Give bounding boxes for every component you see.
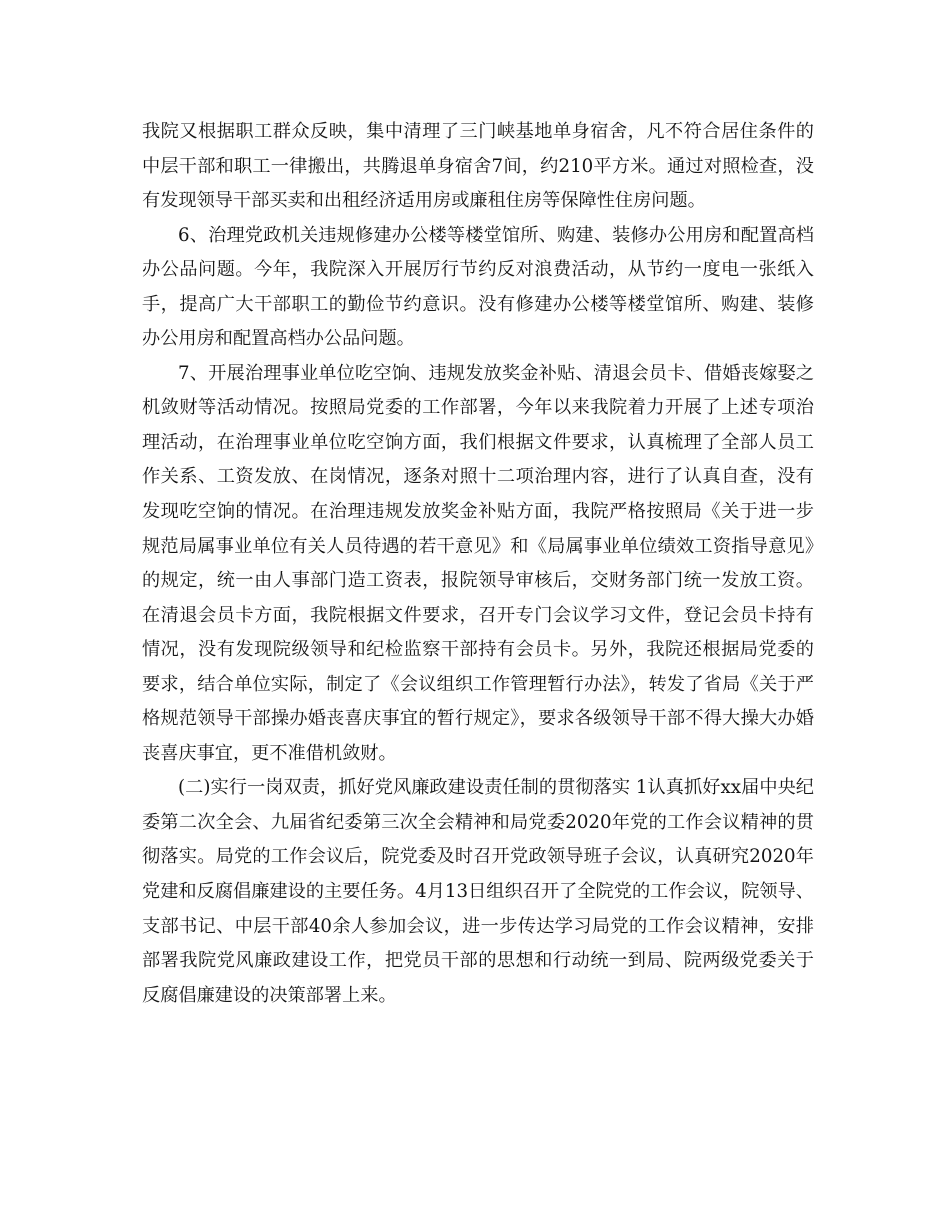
paragraph-item-7-special-governance: 7、开展治理事业单位吃空饷、违规发放奖金补贴、清退会员卡、借婚丧嫁娶之机敛财等活动情况。按照局党委的工作部署，今年以来我院着力开展了上述专项治理活动，在治理事业单位吃空饷方面，我们根据文件要求，认真梳理了全部人员工作关系、工资发放、在岗情况，逐条对照十二项治理内容，进行了认真自查，没有发现吃空饷的情况。在治理违规发放奖金补贴方面，我院严格按照局《关于进一步规范局属事业单位有关人员待遇的若干意见》和《局属事业单位绩效工资指导意见》的规定，统一由人事部门造工资表，报院领导审核后，交财务部门统一发放工资。在清退会员卡方面，我院根据文件要求，召开专门会议学习文件，登记会员卡持有情况，没有发现院级领导和纪检监察干部持有会员卡。另外，我院还根据局党委的要求，结合单位实际，制定了《会议组织工作管理暂行办法》，转发了省局《关于严格规范领导干部操办婚丧喜庆事宜的暂行规定》，要求各级领导干部不得大操大办婚丧喜庆事宜，更不准借机敛财。	[142, 362, 814, 764]
document-body	[142, 115, 814, 1013]
paragraph-housing-cleanup: 我院又根据职工群众反映，集中清理了三门峡基地单身宿舍，凡不符合居住条件的中层干部和职工一律搬出，共腾退单身宿舍7间，约210平方米。通过对照检查，没有发现领导干部买卖和出租经济适用房或廉租住房等保障性住房问题。	[142, 121, 814, 212]
paragraph-item-6-office-buildings: 6、治理党政机关违规修建办公楼等楼堂馆所、购建、装修办公用房和配置高档办公品问题。今年，我院深入开展厉行节约反对浪费活动，从节约一度电一张纸入手，提高广大干部职工的勤俭节约意识。没有修建办公楼等楼堂馆所、购建、装修办公用房和配置高档办公品问题。	[142, 224, 814, 350]
paragraph-section-2-responsibility: (二)实行一岗双责，抓好党风廉政建设责任制的贯彻落实 1认真抓好xx届中央纪委第二次全会、九届省纪委第三次全会精神和局党委2020年党的工作会议精神的贯彻落实。局党的工作会议后，院党委及时召开党政领导班子会议，认真研究2020年党建和反腐倡廉建设的主要任务。4月13日组织召开了全院党的工作会议，院领导、支部书记、中层干部40余人参加会议，进一步传达学习局党的工作会议精神，安排部署我院党风廉政建设工作，把党员干部的思想和行动统一到局、院两级党委关于反腐倡廉建设的决策部署上来。	[142, 777, 814, 1006]
